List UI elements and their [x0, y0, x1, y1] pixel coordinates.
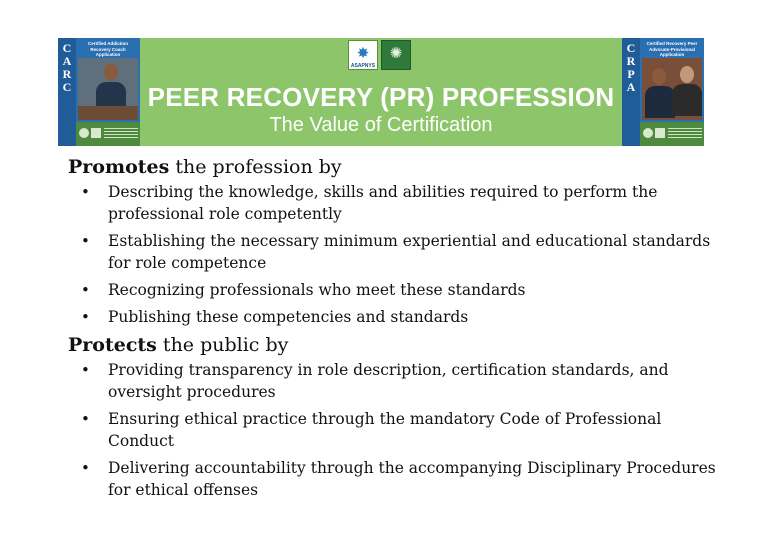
booklet-photo — [642, 58, 702, 120]
certification-logo — [381, 40, 411, 70]
heading-keyword: Promotes — [68, 156, 170, 178]
list-item — [68, 457, 728, 501]
section-protects — [68, 333, 728, 501]
person-body — [645, 86, 675, 118]
desk-shape — [78, 106, 138, 120]
list-item — [68, 230, 728, 274]
bullet-icon: • — [81, 281, 90, 299]
person-head — [104, 64, 118, 81]
logo-caption: ASAPNYS — [350, 63, 376, 69]
footer-logo-icon — [79, 128, 89, 138]
crpa-booklet-image — [622, 38, 704, 146]
list-item-text: Publishing these competencies and standards — [108, 308, 469, 326]
bullet-list — [68, 359, 728, 501]
bullet-icon: • — [81, 183, 90, 201]
booklet-footer — [76, 122, 140, 146]
person-body — [672, 84, 702, 116]
spine-letter: C — [62, 80, 72, 94]
footer-logo-icon — [643, 128, 653, 138]
booklet-spine — [622, 38, 640, 146]
section-promotes — [68, 155, 728, 328]
bullet-list — [68, 181, 728, 328]
bullet-icon: • — [81, 410, 90, 428]
list-item-text: Delivering accountability through the accompanying Disciplinary Procedures for ethical offenses — [108, 459, 716, 499]
list-item-text: Establishing the necessary minimum experiential and educational standards for role competence — [108, 232, 711, 272]
bullet-icon: • — [81, 232, 90, 250]
spine-letter: R — [62, 67, 72, 81]
booklet-spine — [58, 38, 76, 146]
spine-letter: R — [626, 54, 636, 68]
booklet-title: Certified Addiction Recovery Coach Application — [87, 41, 129, 57]
spine-letter: A — [62, 54, 72, 68]
heading-keyword: Protects — [68, 334, 157, 356]
person-head — [652, 68, 666, 85]
star-icon: ✸ — [356, 44, 370, 62]
header-banner — [58, 38, 704, 146]
person-head — [680, 66, 694, 83]
booklet-title: Certified Recovery Peer Advocate-Provisional Application — [646, 41, 698, 57]
bullet-icon: • — [81, 361, 90, 379]
booklet-footer — [640, 122, 704, 146]
heading-rest: the public by — [156, 334, 289, 356]
bullet-icon: • — [81, 308, 90, 326]
list-item — [68, 279, 728, 301]
spine-letter: C — [626, 41, 636, 55]
list-item — [68, 359, 728, 403]
footer-text-lines — [104, 128, 138, 140]
spine-letter: P — [627, 67, 635, 81]
list-item-text: Describing the knowledge, skills and abilities required to perform the professional role competently — [108, 183, 658, 223]
list-item — [68, 408, 728, 452]
section-heading — [68, 333, 728, 357]
banner-subtitle: The Value of Certification — [269, 114, 493, 136]
bullet-icon: • — [81, 459, 90, 477]
list-item-text: Recognizing professionals who meet these standards — [108, 281, 526, 299]
star-icon: ✺ — [389, 44, 403, 62]
banner-title: PEER RECOVERY (PR) PROFESSION — [147, 82, 615, 112]
footer-text-lines — [668, 128, 702, 140]
spine-letter: C — [62, 41, 72, 55]
heading-rest: the profession by — [169, 156, 342, 178]
carc-booklet-image — [58, 38, 140, 146]
list-item — [68, 306, 728, 328]
list-item — [68, 181, 728, 225]
organization-logos — [348, 40, 412, 74]
footer-logo-icon — [91, 128, 101, 138]
asapnys-logo — [348, 40, 378, 70]
booklet-photo — [78, 58, 138, 120]
section-heading — [68, 155, 728, 179]
slide-content — [68, 155, 728, 506]
list-item-text: Providing transparency in role description, certification standards, and oversight procedures — [108, 361, 669, 401]
spine-letter: A — [626, 80, 636, 94]
footer-logo-icon — [655, 128, 665, 138]
list-item-text: Ensuring ethical practice through the mandatory Code of Professional Conduct — [108, 410, 662, 450]
